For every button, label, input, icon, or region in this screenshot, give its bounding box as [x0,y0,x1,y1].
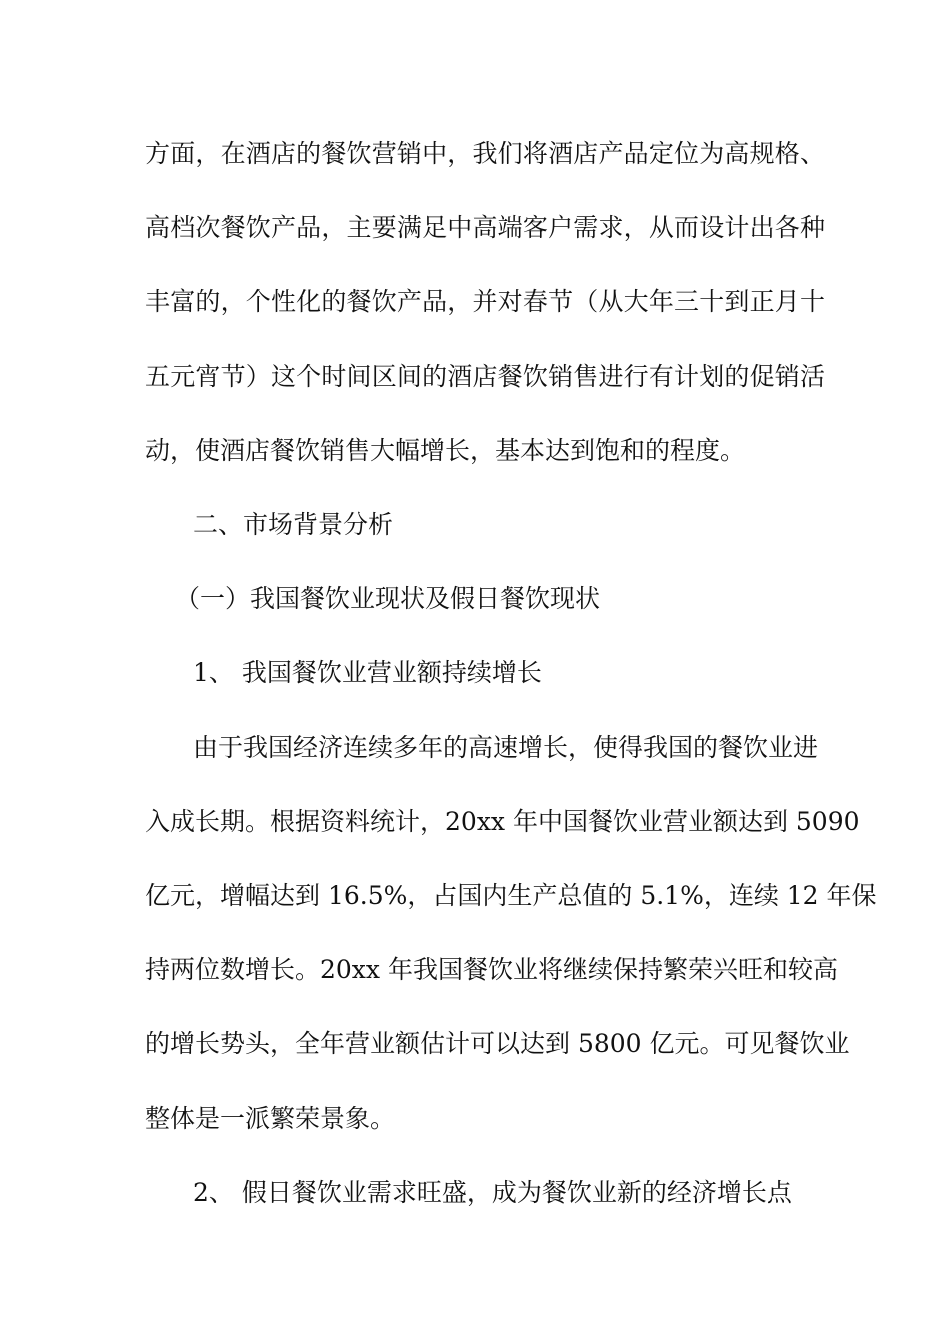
paragraph-line: 的增长势头，全年营业额估计可以达到 5800 亿元。可见餐饮业 [145,1029,850,1058]
paragraph-line: 入成长期。根据资料统计，20xx 年中国餐饮业营业额达到 5090 [145,807,860,836]
paragraph-line: 整体是一派繁荣景象。 [145,1104,396,1133]
numbered-heading: 2、 假日餐饮业需求旺盛，成为餐饮业新的经济增长点 [193,1178,792,1207]
paragraph-line: 持两位数增长。20xx 年我国餐饮业将继续保持繁荣兴旺和较高 [145,955,838,984]
paragraph-line: 高档次餐饮产品，主要满足中高端客户需求，从而设计出各种 [145,213,825,242]
numbered-heading: 1、 我国餐饮业营业额持续增长 [193,658,542,687]
paragraph-line: 亿元，增幅达到 16.5%，占国内生产总值的 5.1%，连续 12 年保 [145,881,877,910]
subsection-heading: （一）我国餐饮业现状及假日餐饮现状 [175,584,601,613]
paragraph-line: 丰富的，个性化的餐饮产品，并对春节（从大年三十到正月十 [145,287,825,316]
paragraph-line: 方面，在酒店的餐饮营销中，我们将酒店产品定位为高规格、 [145,139,825,168]
section-heading: 二、市场背景分析 [193,510,394,539]
paragraph-line: 由于我国经济连续多年的高速增长，使得我国的餐饮业进 [193,733,819,762]
paragraph-line: 五元宵节）这个时间区间的酒店餐饮销售进行有计划的促销活 [145,362,825,391]
paragraph-line: 动，使酒店餐饮销售大幅增长，基本达到饱和的程度。 [145,436,746,465]
